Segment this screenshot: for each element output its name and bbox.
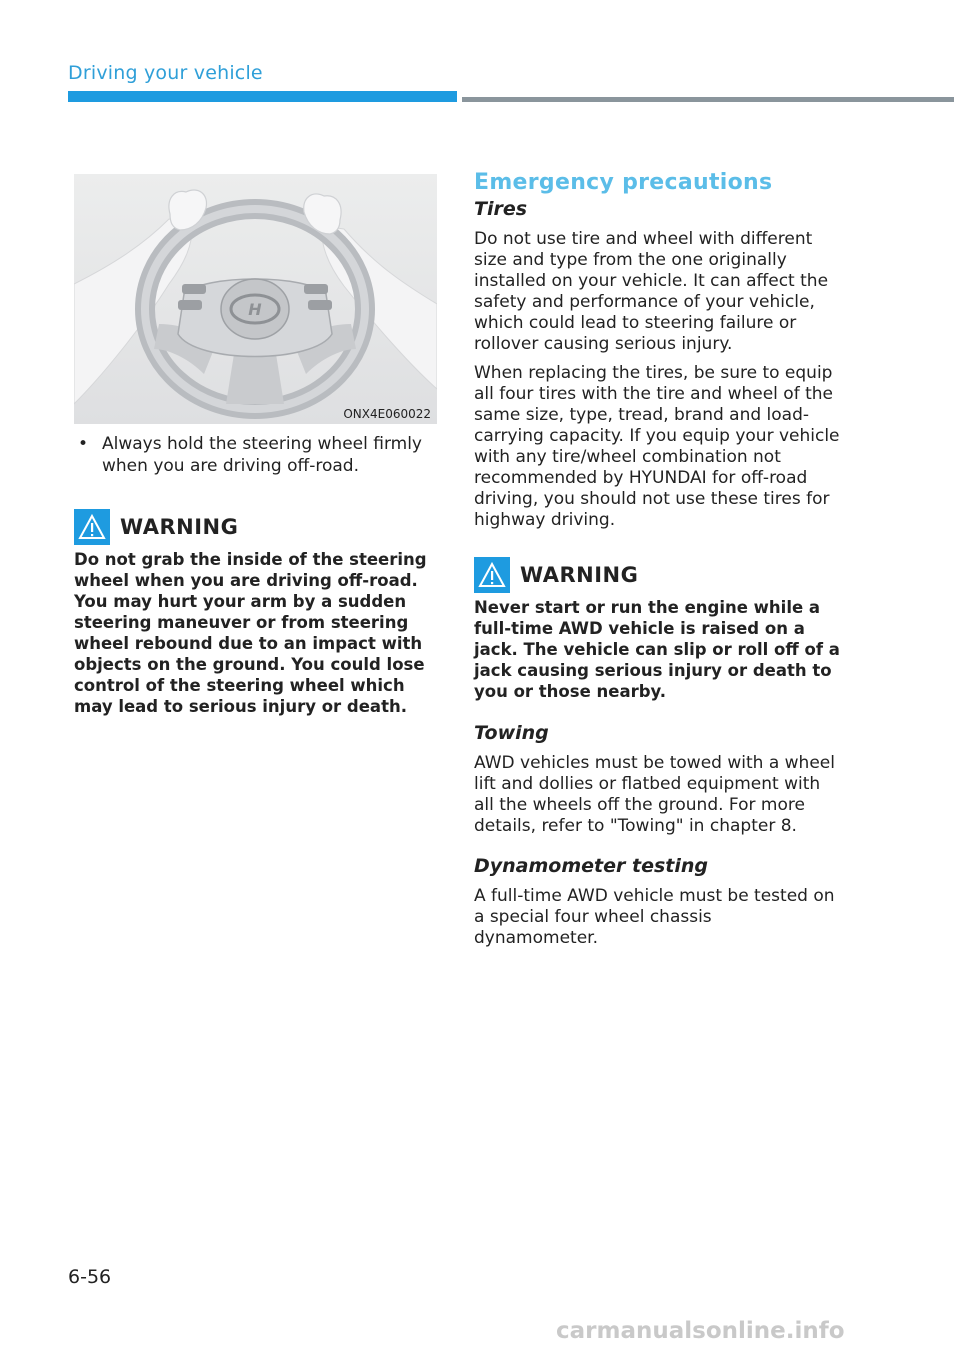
subsection-title-dynamometer: Dynamometer testing — [474, 855, 708, 877]
subsection-title-tires: Tires — [474, 198, 528, 220]
warning-header-right — [474, 557, 840, 593]
tires-paragraph-1: Do not use tire and wheel with different size and type from the one originally installed on your vehicle. It can affect the safety and performance of your vehicle, which could lead to steering failure or rollover causing serious injury. — [474, 229, 829, 354]
right-column — [474, 170, 840, 957]
bullet-text: Always hold the steering wheel firmly when you are driving off-road. — [102, 434, 422, 476]
header-rule-gray — [462, 97, 954, 102]
warning-label: WARNING — [520, 563, 639, 587]
figure-code: ONX4E060022 — [343, 407, 431, 421]
header-rule-blue — [68, 91, 457, 102]
bullet-dot: • — [78, 434, 89, 454]
tires-paragraph-2: When replacing the tires, be sure to equip all four tires with the tire and wheel of the same size, type, tread, brand and load-carrying capacity. If you equip your vehicle with any tire/wheel combination not recommended by HYUNDAI for off-road driving, you should not use these tires for highway driving. — [474, 363, 840, 530]
warning-label: WARNING — [120, 515, 239, 539]
warning-triangle-icon — [474, 557, 510, 593]
warning-triangle-icon — [74, 509, 110, 545]
page-number: 6-56 — [68, 1266, 112, 1288]
dynamometer-paragraph: A full-time AWD vehicle must be tested on a special four wheel chassis dynamometer. — [474, 886, 835, 948]
subsection-title-towing: Towing — [474, 722, 549, 744]
steering-wheel-figure — [74, 174, 437, 424]
list-item — [74, 433, 438, 477]
towing-paragraph: AWD vehicles must be towed with a wheel lift and dollies or flatbed equipment with all the wheels off the ground. For more details, refer to "Towing" in chapter 8. — [474, 753, 835, 836]
svg-text:H: H — [248, 300, 262, 319]
warning-text-right: Never start or run the engine while a full-time AWD vehicle is raised on a jack. The vehicle can slip or roll off of a jack causing serious injury or death to you or those nearby. — [474, 598, 840, 701]
warning-header-left — [74, 509, 438, 545]
warning-text-left: Do not grab the inside of the steering wheel when you are driving off-road. You may hurt your arm by a sudden steering maneuver or from steering wheel rebound due to an impact with objects on the ground. You could lose control of the steering wheel which may lead to serious injury or death. — [74, 550, 427, 716]
watermark: carmanualsonline.info — [556, 1318, 845, 1344]
left-column — [74, 174, 438, 717]
section-title: Emergency precautions — [474, 170, 773, 195]
steering-wheel-illustration — [74, 174, 437, 424]
running-header: Driving your vehicle — [68, 62, 263, 84]
